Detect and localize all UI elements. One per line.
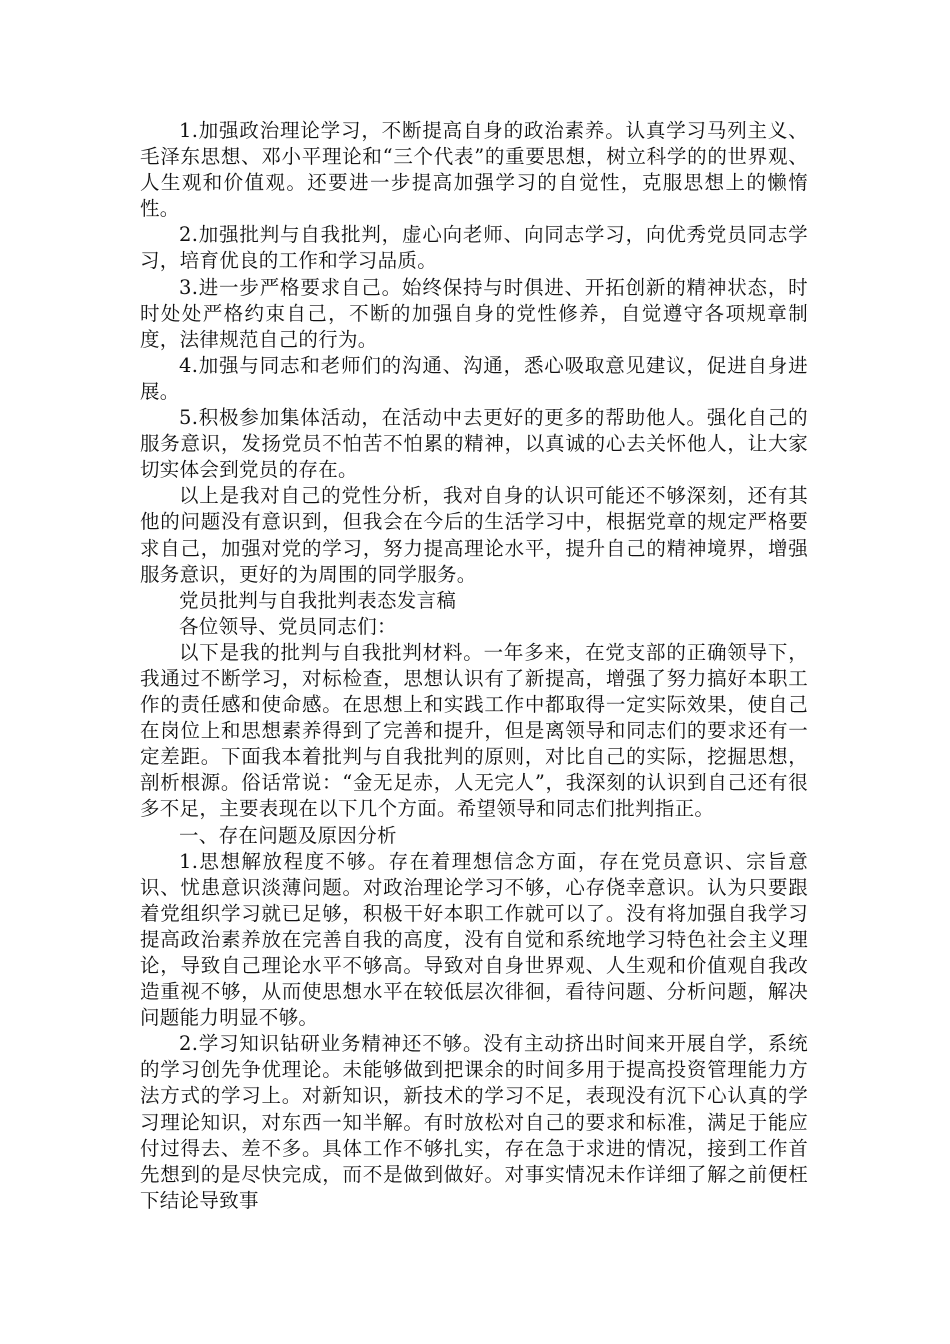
paragraph-point-2: 2.加强批判与自我批判，虚心向老师、向同志学习，向优秀党员同志学习，培育优良的工作和学习品质。 — [140, 223, 808, 273]
paragraph-point-1: 1.加强政治理论学习，不断提高自身的政治素养。认真学习马列主义、毛泽东思想、邓小平理论和“三个代表”的重要思想，树立科学的的世界观、人生观和价值观。还要进一步提高加强学习的自觉性，克服思想上的懒惰性。 — [140, 119, 808, 221]
paragraph-summary: 以上是我对自己的党性分析，我对自身的认识可能还不够深刻，还有其他的问题没有意识到，但我会在今后的生活学习中，根据党章的规定严格要求自己，加强对党的学习，努力提高理论水平，提升自己的精神境界，增强服务意识，更好的为周围的同学服务。 — [140, 484, 808, 586]
paragraph-point-4: 4.加强与同志和老师们的沟通、沟通，悉心吸取意见建议，促进自身进展。 — [140, 353, 808, 403]
document-body — [140, 118, 808, 1214]
salutation: 各位领导、党员同志们： — [179, 614, 397, 638]
paragraph-problem-1: 1.思想解放程度不够。存在着理想信念方面，存在党员意识、宗旨意识、忧患意识淡薄问题。对政治理论学习不够，心存侥幸意识。认为只要跟着党组织学习就已足够，积极干好本职工作就可以了。没有将加强自我学习提高政治素养放在完善自我的高度，没有自觉和系统地学习特色社会主义理论，导致自己理论水平不够高。导致对自身世界观、人生观和价值观自我改造重视不够，从而使思想水平在较低层次徘徊，看待问题、分析问题，解决问题能力明显不够。 — [140, 849, 808, 1030]
heading-problems: 一、存在问题及原因分析 — [179, 823, 397, 847]
paragraph-point-5: 5.积极参加集体活动，在活动中去更好的更多的帮助他人。强化自己的服务意识，发扬党员不怕苦不怕累的精神，以真诚的心去关怀他人，让大家切实体会到党员的存在。 — [140, 406, 808, 482]
section-title: 党员批判与自我批判表态发言稿 — [179, 588, 457, 612]
paragraph-point-3: 3.进一步严格要求自己。始终保持与时俱进、开拓创新的精神状态，时时处处严格约束自己，不断的加强自身的党性修养，自觉遵守各项规章制度，法律规范自己的行为。 — [140, 275, 808, 351]
paragraph-intro: 以下是我的批判与自我批判材料。一年多来，在党支部的正确领导下，我通过不断学习，对标检查，思想认识有了新提高，增强了努力搞好本职工作的责任感和使命感。在思想上和实践工作中都取得一定实际效果，使自己在岗位上和思想素养得到了完善和提升，但是离领导和同志们的要求还有一定差距。下面我本着批判与自我批判的原则，对比自己的实际，挖掘思想，剖析根源。俗话常说：“金无足赤，人无完人”，我深刻的认识到自己还有很多不足，主要表现在以下几个方面。希望领导和同志们批判指正。 — [140, 640, 808, 821]
paragraph-problem-2: 2.学习知识钻研业务精神还不够。没有主动挤出时间来开展自学，系统的学习创先争优理论。未能够做到把课余的时间多用于提高投资管理能力方法方式的学习上。对新知识，新技术的学习不足，表现没有沉下心认真的学习理论知识，对东西一知半解。有时放松对自己的要求和标准，满足于能应付过得去、差不多。具体工作不够扎实，存在急于求进的情况，接到工作首先想到的是尽快完成，而不是做到做好。对事实情况未作详细了解之前便枉下结论导致事 — [140, 1032, 808, 1212]
